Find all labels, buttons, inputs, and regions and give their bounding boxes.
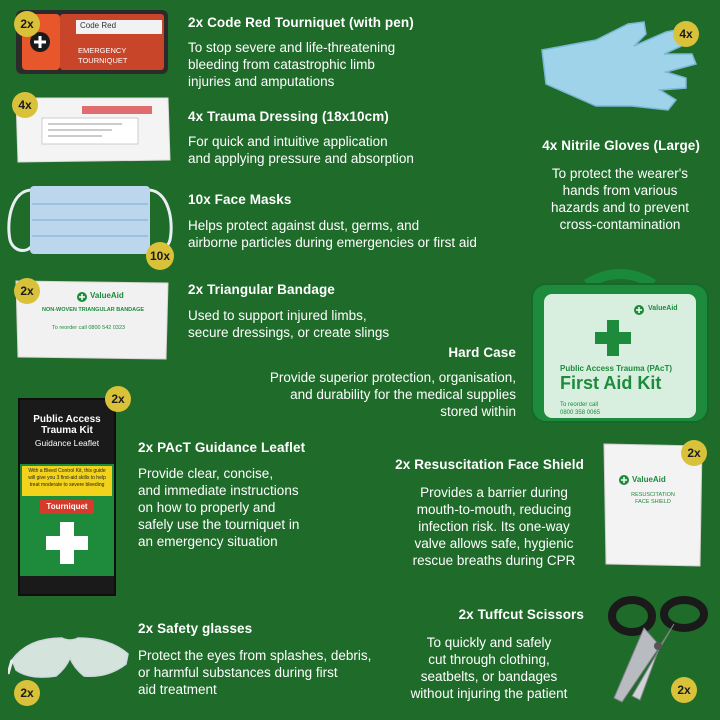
tourniquet-pack-label-1: EMERGENCY: [78, 46, 127, 55]
scissors-title: 2x Tuffcut Scissors: [458, 607, 584, 622]
tourniquet-title: 2x Code Red Tourniquet (with pen): [188, 15, 414, 30]
shield-pack-label: RESUSCITATION FACE SHIELD: [631, 492, 675, 505]
faceshield-desc: Provides a barrier during mouth-to-mouth, reducing infection risk. Its one-way valve allows safe, hygienic rescue breaths during CPR: [412, 485, 576, 568]
shield-pack-brand: ValueAid: [632, 475, 666, 484]
case-reorder-1: To reorder call: [560, 402, 599, 408]
tourniquet-desc: To stop severe and life-threatening bleeding from catastrophic limb injuries and amputations: [188, 40, 396, 89]
leaflet-title: 2x PAcT Guidance Leaflet: [138, 440, 306, 455]
leaflet-cover-subtitle: Guidance Leaflet: [34, 438, 100, 448]
bandage-pack-label: NON-WOVEN TRIANGULAR BANDAGE: [42, 307, 145, 313]
leaflet-footer: [20, 576, 114, 594]
case-title: First Aid Kit: [560, 373, 662, 393]
scissors-image: [604, 590, 716, 714]
safety-glasses-image: [8, 624, 132, 688]
masks-title: 10x Face Masks: [188, 192, 292, 207]
leaflet-qty-badge: 2x: [105, 386, 131, 412]
scissors-desc: To quickly and safely cut through clothing, seatbelts, or bandages without injuring the patient: [410, 635, 568, 701]
leaflet-cross-icon: [42, 518, 92, 568]
leaflet-cover-tag: Tourniquet: [40, 500, 94, 514]
glasses-qty-badge: 2x: [14, 680, 40, 706]
glasses-desc: Protect the eyes from splashes, debris, or harmful substances during first aid treatment: [138, 648, 372, 697]
dressing-desc: For quick and intuitive application and applying pressure and absorption: [188, 134, 414, 166]
bandage-qty-badge: 2x: [14, 278, 40, 304]
glasses-title: 2x Safety glasses: [138, 621, 253, 636]
bandage-desc: Used to support injured limbs, secure dressings, or create slings: [188, 308, 390, 340]
faceshield-title: 2x Resuscitation Face Shield: [395, 457, 584, 472]
masks-desc: Helps protect against dust, germs, and airborne particles during emergencies or first aid: [188, 218, 477, 250]
gloves-desc: To protect the wearer's hands from various hazards and to prevent cross-contamination: [550, 166, 690, 232]
masks-qty-badge: 10x: [146, 242, 174, 270]
faceshield-qty-badge: 2x: [681, 440, 707, 466]
gloves-qty-badge: 4x: [673, 21, 699, 47]
leaflet-cover-title: Public Access Trauma Kit: [33, 414, 101, 436]
dressing-qty-badge: 4x: [12, 92, 38, 118]
case-subtitle: Public Access Trauma (PAcT): [560, 364, 673, 373]
hard-case-image: [528, 262, 712, 428]
case-brand: ValueAid: [648, 305, 678, 312]
gloves-title: 4x Nitrile Gloves (Large): [542, 138, 700, 153]
tourniquet-pack-label-2: TOURNIQUET: [78, 56, 128, 65]
hardcase-desc: Provide superior protection, organisation, and durability for the medical supplies stored within: [269, 370, 516, 419]
bandage-pack-reorder: To reorder call 0800 542 0323: [52, 325, 126, 331]
scissors-qty-badge: 2x: [671, 677, 697, 703]
hardcase-title: Hard Case: [448, 345, 516, 360]
case-reorder-2: 0800 358 0065: [560, 410, 601, 416]
leaflet-image: [18, 398, 116, 596]
bandage-title: 2x Triangular Bandage: [188, 282, 335, 297]
leaflet-cover-note: With a Bleed Control Kit, this guide will give you 3 first-aid skills to help treat moderate to severe bleeding: [22, 466, 112, 496]
bandage-pack-brand: ValueAid: [90, 291, 124, 300]
dressing-title: 4x Trauma Dressing (18x10cm): [188, 109, 389, 124]
leaflet-desc: Provide clear, concise, and immediate instructions on how to properly and safely use the tourniquet in an emergency situation: [138, 466, 300, 549]
tourniquet-qty-badge: 2x: [14, 11, 40, 37]
tourniquet-pack-brand: Code Red: [80, 21, 117, 30]
